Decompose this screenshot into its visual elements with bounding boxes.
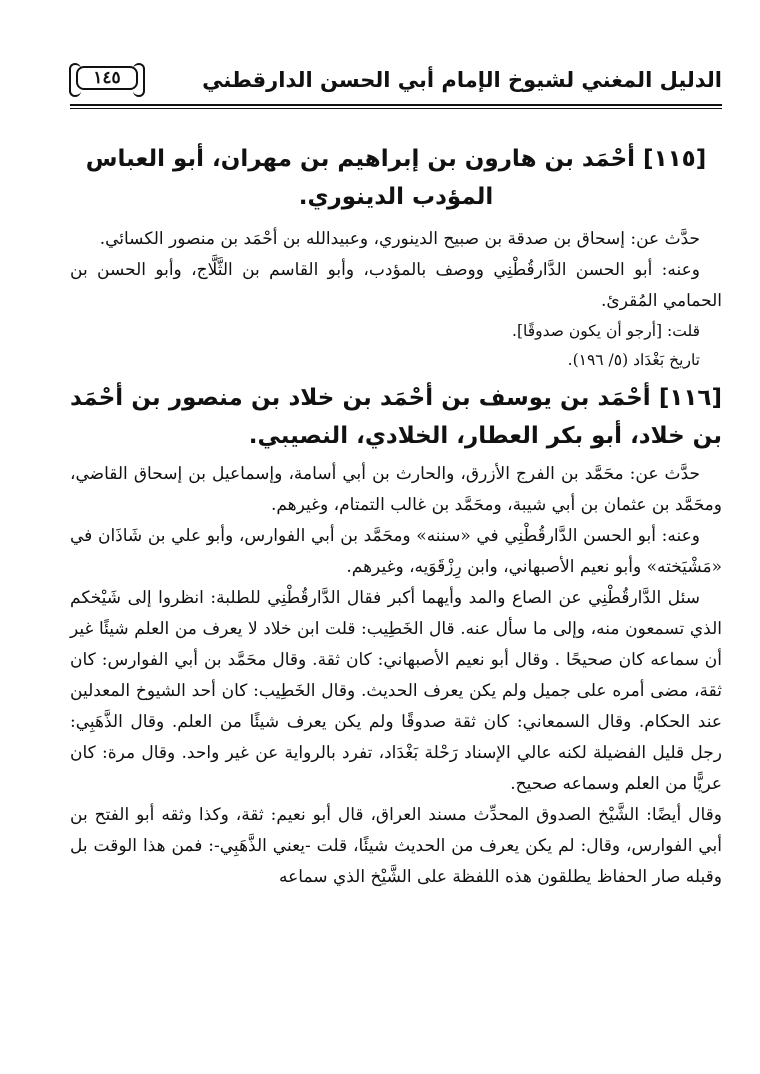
entry-115-narrated-from: حدَّث عن: إسحاق بن صدقة بن صبيح الدينوري، وعبيدالله بن أحْمَد بن منصور الكسائي. <box>99 229 700 249</box>
entry-116-title: [١١٦] أحْمَد بن يوسف بن أحْمَد بن خلاد بن منصور بن أحْمَد بن خلاد، أبو بكر العطار، الخلادي، النصيبي. <box>70 385 722 449</box>
header-divider <box>70 104 722 106</box>
entry-116-narrated-from: حدَّث عن: محَمَّد بن الفرج الأزرق، والحارث بن أبي أسامة، وإسماعيل بن إسحاق القاضي، ومحَمَّد بن عثمان بن أبي شيبة، ومحَمَّد بن غالب التمتام، وغيرهم. <box>70 464 722 515</box>
page-header <box>70 62 722 98</box>
entry-115-source: تاريخ بَغْدَاد (٥/ ١٩٦). <box>567 351 700 369</box>
entry-115-narrators: وعنه: أبو الحسن الدَّارقُطْنِي ووصف بالمؤدب، وأبو القاسم بن الثَّلَّاج، وأبو الحسن بن الحمامي المُقرئ. <box>70 260 722 311</box>
running-title: الدليل المغني لشيوخ الإمام أبي الحسن الدارقطني <box>202 68 722 92</box>
header-divider-thin <box>70 108 722 109</box>
entry-115-note: قلت: [أرجو أن يكون صدوقًا]. <box>512 322 700 340</box>
page-number-frame <box>76 66 138 90</box>
entry-116-narrators: وعنه: أبو الحسن الدَّارقُطْنِي في «سننه» ومحَمَّد بن أبي الفوارس، وأبو علي بن شَاذَان في «مَشْيَخته» وأبو نعيم الأصبهاني، وابن رِزْقَوَيه، وغيرهم. <box>70 526 722 577</box>
page-number: ١٤٥ <box>93 68 121 88</box>
entry-116-biography-cont: وقال أيضًا: الشَّيْخ الصدوق المحدِّث مسند العراق، قال أبو نعيم: ثقة، وكذا وثقه أبو الفتح بن أبي الفوارس، وقال: لم يكن يعرف من الحديث شيئًا، قلت -يعني الذَّهَبِي-: فمن هذا الوقت بل وقبله صار الحفاظ يطلقون هذه اللفظة على الشَّيْخ الذي سماعه <box>70 805 722 887</box>
page-body <box>70 140 722 893</box>
entry-116-biography: سئل الدَّارقُطْنِي عن الصاع والمد وأيهما أكبر فقال الدَّارقُطْنِي للطلبة: انظروا إلى شَيْخكم الذي تسمعون منه، وإلى ما سأل عنه. قال الخَطِيب: قلت ابن خلاد لا يعرف من العلم شيئًا غير أن سماعه كان صحيحًا . وقال أبو نعيم الأصبهاني: كان ثقة. وقال محَمَّد بن أبي الفوارس: كان ثقة، مضى أمره على جميل ولم يكن يعرف الحديث. وقال الخَطِيب: كان أحد الشيوخ المعدلين عند الحكام. وقال السمعاني: كان ثقة صدوقًا ولم يكن يعرف شيئًا من العلم. وقال الذَّهَبِي: رجل قليل الفضيلة لكنه عالي الإسناد رَحْلة بَغْدَاد، تفرد بالرواية عن غير واحد. وقال مرة: كان عريًّا من العلم وسماعه صحيح. <box>70 588 722 794</box>
entry-115-title: [١١٥] أحْمَد بن هارون بن إبراهيم بن مهران، أبو العباس المؤدب الدينوري. <box>85 146 707 210</box>
